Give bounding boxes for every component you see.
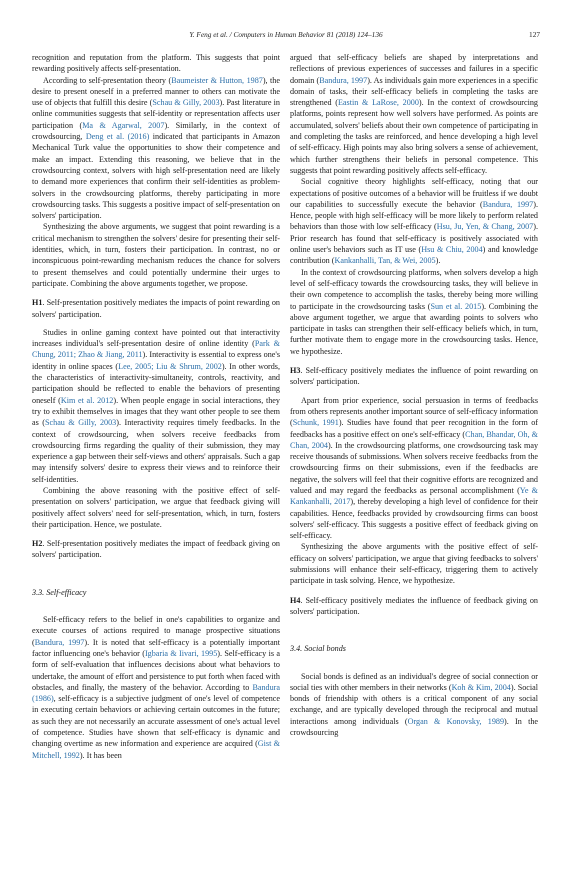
left-column bbox=[32, 52, 280, 761]
citation-link[interactable]: Kim et al. 2012 bbox=[60, 395, 114, 405]
section-heading: 3.3. Self-efficacy bbox=[32, 587, 87, 597]
text-run: Studies in online gaming context have pointed out that interactivity increases individual's self-presentation desire of online identity ( bbox=[32, 327, 280, 349]
hypothesis-text: . Self-presentation positively mediates the impacts of point rewarding on solvers' participation. bbox=[32, 298, 280, 319]
text-run: ). Interactivity requires timely feedbacks. In the context of crowdsourcing, when solvers receive feedbacks from crowdsourcing firms regarding the quality of their submission, they may experience a gap between their self-views and others' appraisals. Such a gap may intensify solvers' desire to express their views and to reinforce their self-identities. bbox=[32, 418, 281, 484]
hypothesis-text: . Self-presentation positively mediates the impact of feedback giving on solvers' participation. bbox=[32, 539, 280, 560]
text-run: ). Combining the above argument together, we argue that awarding points to solvers who participate in tasks can strengthen their self-efficacy beliefs which, in turn, further motivate them to engage more in the crowdsourcing tasks. Hence, we hypothesize. bbox=[290, 301, 538, 356]
right-column bbox=[290, 52, 538, 738]
hypothesis-h2 bbox=[32, 538, 280, 561]
text-run: argued that self-efficacy beliefs are shaped by interpretations and reflections of previous experiences of successes and failures in a specific domain ( bbox=[290, 53, 538, 85]
hypothesis-h1 bbox=[32, 297, 280, 320]
text-run: Combining the above reasoning with the positive effect of self-presentation on solvers' participation, we argue that feedback giving will positively affect solvers' need for self-presentation, which, in turn, fosters their participation. Hence, we postulate. bbox=[32, 485, 280, 529]
citation-link[interactable]: Hsu & Chiu, 2004 bbox=[421, 245, 483, 255]
hypothesis-label: H2 bbox=[32, 539, 43, 549]
running-header bbox=[32, 30, 540, 42]
citation-link[interactable]: Ma & Agarwal, 2007 bbox=[82, 120, 165, 130]
citation-link[interactable]: Bandura (1986) bbox=[32, 682, 280, 704]
text-run: ). In the context of crowdsourcing platforms, points represent how well solvers have performed. As points are accumulated, solvers' beliefs about their own competence of participating in and completing the tasks are reinforced, and hence developing a high level of self-efficacy. High points may also bring solvers a sense of achievement, which further strengthens their beliefs in personal competence. This suggests that point rewarding positively affects self-efficacy. bbox=[290, 98, 538, 175]
text-run: Social cognitive theory highlights self-efficacy, noting that our expectations of positive outcomes of a behavior will be fruitless if we doubt our capabilities to successfully execute the behavior ( bbox=[290, 177, 538, 209]
text-run: Social bonds is defined as an individual's degree of social connection or social ties with other members in their networks ( bbox=[290, 671, 538, 692]
text-run: ). Interactivity is essential to express one's identity in online spaces ( bbox=[32, 350, 280, 371]
hypothesis-label: H1 bbox=[32, 298, 43, 308]
citation-link[interactable]: Igbaria & Iivari, 1995 bbox=[144, 648, 218, 658]
text-run: ). As individuals gain more experiences in a specific domain of tasks, their self-efficacy beliefs in completing the tasks are strengthened ( bbox=[290, 75, 538, 108]
text-run: , self-efficacy is a subjective judgment of one's level of competence in executing certain behaviors or achieving certain outcomes in the future; as such they are not necessarily an accurate assessment of one's actual level of competence. Studies have shown that self-efficacy is dynamic and changing overtime as new information and experience are acquired ( bbox=[32, 694, 280, 749]
citation-link[interactable]: Organ & Konovsky, 1989 bbox=[407, 716, 505, 726]
text-run: ) and knowledge contribution ( bbox=[290, 245, 538, 266]
text-run: ). In other words, the characteristics of interactivity-simultaneity, controls, reactivity, and participation should be reflected to enable the behaviors of presenting oneself ( bbox=[32, 361, 280, 405]
hypothesis-h4 bbox=[290, 595, 538, 618]
citation-link[interactable]: Bandura, 1997 bbox=[34, 637, 85, 647]
text-run: recognition and reputation from the platform. This suggests that point rewarding positively affects self-presentation. bbox=[32, 53, 280, 74]
citation-link[interactable]: Schau & Gilly, 2003 bbox=[45, 418, 117, 428]
text-run: Apart from prior experience, social persuasion in terms of feedbacks from others represents another important source of self-efficacy information ( bbox=[290, 395, 538, 428]
text-run: ). It is noted that self-efficacy is a potentially important factor influencing one's behavior ( bbox=[32, 637, 280, 658]
paragraph bbox=[290, 395, 538, 542]
text-run: ). Studies have found that peer recognition in the form of feedbacks has a positive effect on one's self-efficacy ( bbox=[290, 418, 539, 439]
paragraph bbox=[32, 75, 280, 222]
hypothesis-text: . Self-efficacy positively mediates the influence of feedback giving on solvers' participation. bbox=[290, 595, 538, 616]
citation-link[interactable]: Hsu, Ju, Yen, & Chang, 2007 bbox=[436, 222, 534, 232]
hypothesis-text: . Self-efficacy positively mediates the influence of point rewarding on solvers' participation. bbox=[290, 366, 538, 387]
paragraph bbox=[290, 671, 538, 739]
text-run: Self-efficacy refers to the belief in one's capabilities to organize and execute courses of actions required to manage prospective situations ( bbox=[32, 615, 280, 647]
citation-link[interactable]: Bandura, 1997 bbox=[319, 75, 368, 85]
hypothesis-label: H4 bbox=[290, 595, 301, 605]
citation-link[interactable]: Deng et al. (2016) bbox=[85, 132, 150, 142]
citation-link[interactable]: Baumeister & Hutton, 1987 bbox=[171, 75, 263, 85]
text-run: indicated that participants in Amazon Mechanical Turk value the opportunities to show their competence and make an impact. Extending this reasoning, we believe that in the crowdsourcing context, solvers with high self-presentation need are likely to demand more experiences that confirm their self-identities as problem-solvers in the crowdsourcing platforms, thereby participating in more crowdsourcing tasks. This suggests a positive impact of self-presentation on solvers' participation. bbox=[32, 132, 280, 221]
text-run: Synthesizing the above arguments with the positive effect of self-efficacy on solvers' participation, we argue that giving feedbacks to solvers' submissions will enhance their self-efficacy, triggering them to actively participate in task solving. Hence, we hypothesize. bbox=[290, 542, 538, 586]
paragraph bbox=[290, 176, 538, 266]
citation-link[interactable]: Lee, 2005; Liu & Shrum, 2002 bbox=[118, 361, 222, 371]
paragraph bbox=[32, 52, 280, 75]
hypothesis-label: H3 bbox=[290, 366, 301, 376]
paragraph bbox=[32, 485, 280, 530]
text-run: ). bbox=[435, 256, 441, 266]
text-run: ). Past literature in online communities suggests that self-identity or representation affects user participation ( bbox=[32, 98, 280, 130]
text-run: ), thereby developing a high level of confidence for their capabilities. Hence, feedbacks provided by crowdsourcing firms can boost solvers' self-efficacy. This suggests a positive effect of feedback giving on self-efficacy. bbox=[290, 497, 538, 541]
text-run: Synthesizing the above arguments, we suggest that point rewarding is a critical mechanism to strengthen the solvers' desire for presenting their self-identities, which, in turn, fosters their participation. In contrast, no or inconspicuous point-rewarding mechanism reduces the chance for solvers to present themselves and could potentially undermine their urges to participate. Combining the above arguments together, we propose. bbox=[32, 222, 280, 288]
journal-reference: Y. Feng et al. / Computers in Human Behavior 81 (2018) 124–136 bbox=[189, 30, 383, 39]
citation-link[interactable]: Schunk, 1991 bbox=[292, 418, 339, 428]
citation-link[interactable]: Koh & Kim, 2004 bbox=[451, 682, 511, 692]
section-heading: 3.4. Social bonds bbox=[290, 644, 346, 654]
citation-link[interactable]: Schau & Gilly, 2003 bbox=[152, 98, 220, 108]
paragraph bbox=[32, 327, 280, 485]
citation-link[interactable]: Sun et al. 2015 bbox=[430, 301, 482, 311]
text-run: ). Hence, people with high self-efficacy will be more likely to perform related behaviors than those with low self-efficacy ( bbox=[290, 199, 538, 232]
text-run: ). It has been bbox=[79, 750, 122, 760]
text-run: In the context of crowdsourcing platforms, when solvers develop a high level of self-efficacy towards the crowdsourcing tasks, they will believe in their own competence to accomplish the tasks, thereby being more willing to participate in the crowdsourcing tasks ( bbox=[290, 267, 538, 311]
text-run: ). In the crowdsourcing bbox=[290, 716, 538, 738]
citation-link[interactable]: Bandura, 1997 bbox=[482, 199, 534, 209]
text-run: ). Social bonds of friendship with others is a critical component of any social exchange, and are typically developed through the reciprocal and mutual interactions among individuals ( bbox=[290, 682, 539, 726]
citation-link[interactable]: Chan, Bhandar, Oh, & Chan, 2004 bbox=[290, 429, 538, 450]
page-number: 127 bbox=[529, 30, 540, 39]
text-run: ). When people engage in social interactions, they try to exhibit themselves in images that they want other people to see them as ( bbox=[32, 395, 280, 428]
citation-link[interactable]: Ye & Kankanhalli, 2017 bbox=[290, 485, 538, 507]
text-run: ). Prior research has found that self-efficacy is positively associated with online user's behaviors such as IT use ( bbox=[290, 222, 538, 255]
paragraph bbox=[290, 52, 538, 176]
citation-link[interactable]: Gist & Mitchell, 1992 bbox=[32, 739, 280, 760]
citation-link[interactable]: Park & Chung, 2011; Zhao & Jiang, 2011 bbox=[32, 339, 280, 360]
text-run: ). Self-efficacy is a form of self-evaluation that influences decisions about what behaviors to undertake, the amount of effort and persistence to put forth when faced with obstacles, and finally, the mastery of the behavior. According to bbox=[32, 648, 280, 692]
text-run: ). In the crowdsourcing platforms, one crowdsourcing task may receive thousands of submissions. When solvers receive feedbacks from the crowdsourcing firms on their submissions, even if the feedbacks are negative, the solvers will feel that their cognitive efforts are recognized and valued and may regard the feedbacks as personal accomplishment ( bbox=[290, 440, 539, 495]
citation-link[interactable]: Kankanhalli, Tan, & Wei, 2005 bbox=[334, 256, 436, 266]
text-run: ). Similarly, in the context of crowdsourcing, bbox=[32, 120, 280, 142]
hypothesis-h3 bbox=[290, 365, 538, 388]
citation-link[interactable]: Eastin & LaRose, 2000 bbox=[337, 98, 419, 108]
text-run: According to self-presentation theory ( bbox=[43, 75, 172, 85]
paragraph bbox=[290, 541, 538, 586]
paragraph bbox=[32, 221, 280, 289]
paragraph bbox=[290, 267, 538, 357]
text-run: ), the desire to present oneself in a preferred manner to others can motivate the use of objects that fulfill this desire ( bbox=[32, 75, 280, 108]
paragraph bbox=[32, 614, 280, 761]
